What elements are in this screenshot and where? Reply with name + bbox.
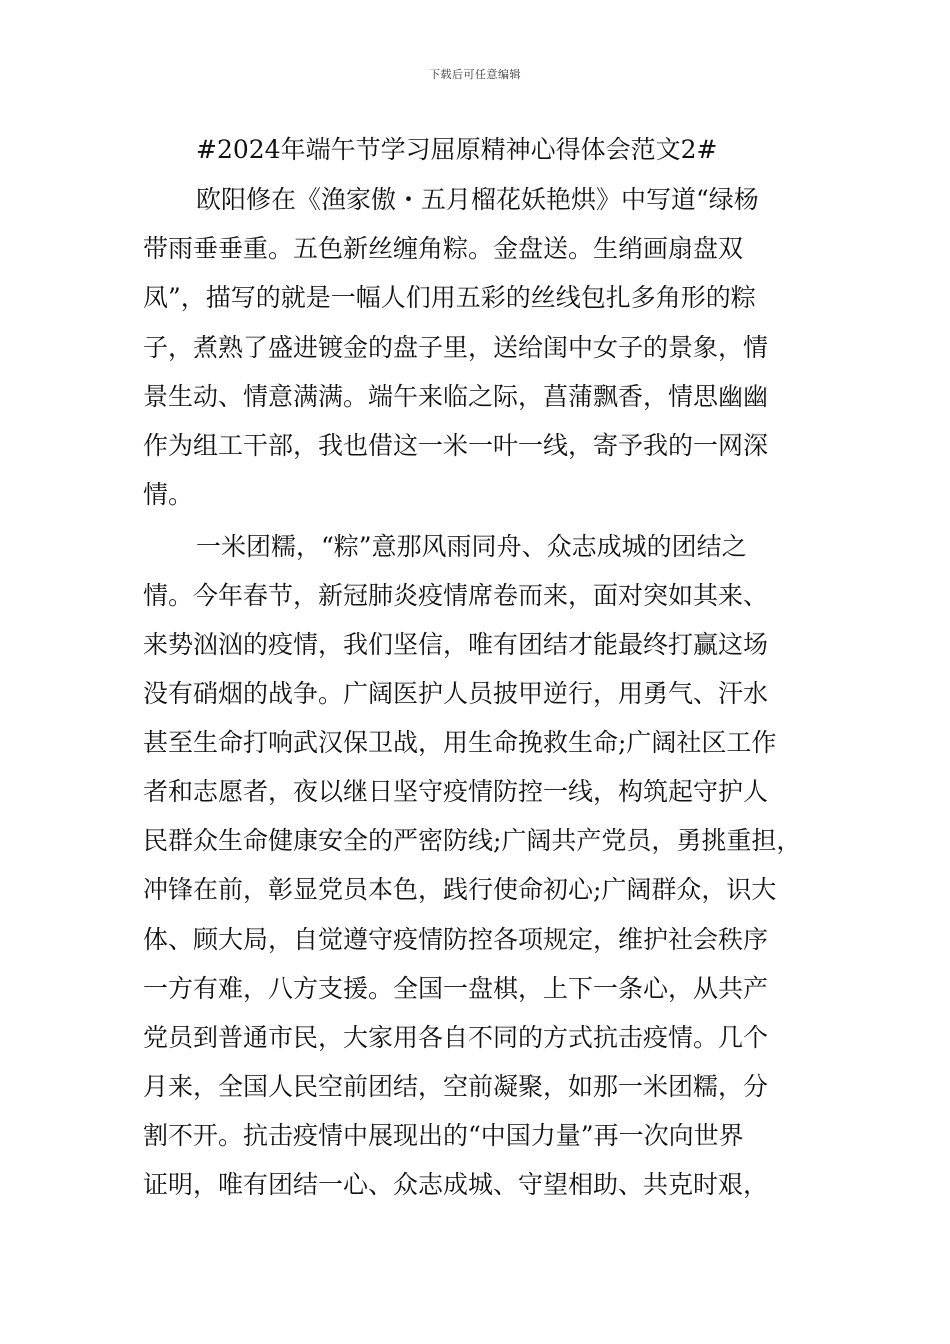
paragraph-2-line-5: 甚至生命打响武汉保卫战，用生命挽救生命;广阔社区工作	[143, 728, 777, 757]
paragraph-2-line-9: 体、顾大局，自觉遵守疫情防控各项规定，维护社会秩序	[143, 925, 769, 954]
paragraph-2-line-8: 冲锋在前，彰显党员本色，践行使命初心;广阔群众，识大	[143, 875, 777, 904]
download-note: 下载后可任意编辑	[429, 68, 521, 81]
paragraph-2-line-10: 一方有难，八方支援。全国一盘棋，上下一条心，从共产	[143, 974, 769, 1003]
paragraph-2-line-12: 月来，全国人民空前团结，空前凝聚，如那一米团糯，分	[143, 1072, 769, 1101]
paragraph-2-line-14: 证明，唯有团结一心、众志成城、守望相助、共克时艰，	[143, 1170, 769, 1199]
paragraph-2-line-3: 来势汹汹的疫情，我们坚信，唯有团结才能最终打赢这场	[143, 630, 769, 659]
paragraph-2-line-13: 割不开。抗击疫情中展现出的“中国力量”再一次向世界	[143, 1121, 744, 1150]
paragraph-1-line-2: 带雨垂垂重。五色新丝缠角粽。金盘送。生绡画扇盘双	[143, 234, 744, 263]
paragraph-1-line-6: 作为组工干部，我也借这一米一叶一线，寄予我的一网深	[143, 431, 769, 460]
paragraph-1-line-5: 景生动、情意满满。端午来临之际，菖蒲飘香，情思幽幽	[143, 382, 769, 411]
paragraph-2-line-1: 一米团糯，“粽”意那风雨同舟、众志成城的团结之	[196, 532, 747, 561]
document-title: #2024年端午节学习屈原精神心得体会范文2#	[196, 135, 718, 164]
paragraph-2-line-11: 党员到普通市民，大家用各自不同的方式抗击疫情。几个	[143, 1023, 769, 1052]
paragraph-1-line-3: 凤”，描写的就是一幅人们用五彩的丝线包扎多角形的粽	[143, 283, 756, 312]
paragraph-2-line-4: 没有硝烟的战争。广阔医护人员披甲逆行，用勇气、汗水	[143, 679, 769, 708]
paragraph-1-line-1: 欧阳修在《渔家傲・五月榴花妖艳烘》中写道“绿杨	[196, 185, 759, 214]
paragraph-1-line-7: 情。	[143, 480, 194, 509]
paragraph-2-line-7: 民群众生命健康安全的严密防线;广阔共产党员，勇挑重担，	[143, 826, 802, 855]
paragraph-1-line-4: 子，煮熟了盛进镀金的盘子里，送给闺中女子的景象，情	[143, 333, 769, 362]
paragraph-2-line-6: 者和志愿者，夜以继日坚守疫情防控一线，构筑起守护人	[143, 777, 769, 806]
paragraph-2-line-2: 情。今年春节，新冠肺炎疫情席卷而来，面对突如其来、	[143, 581, 769, 610]
